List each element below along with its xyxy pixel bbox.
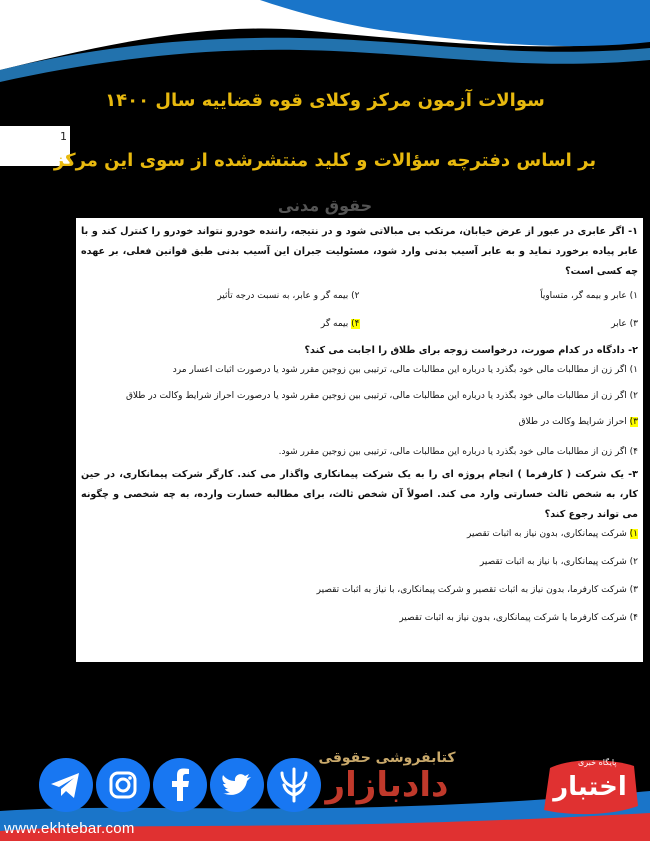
option-2-1: ۱) اگر زن از مطالبات مالی خود بگذرد یا درباره این مطالبات مالی، ترتیبی بین زوجین مقرر شود یا درصورت اثبات اعسار مرد [172, 365, 638, 375]
brand-subtitle: کتابفروشی حقوقی [318, 750, 456, 766]
option-1-3: ۳) عابر [611, 319, 638, 329]
answer-highlight: ۳) [629, 417, 638, 427]
section-title: حقوق مدنی [277, 196, 373, 215]
header-decoration [0, 0, 650, 90]
option-3-1: ۱) شرکت پیمانکاری، بدون نیاز به اثبات تقصیر [466, 529, 638, 539]
option-2-2: ۲) اگر زن از مطالبات مالی خود بگذرد یا درباره این مطالبات مالی، ترتیبی بین زوجین مقرر شود یا درصورت احراز شرایط وکالت در طلاق [125, 391, 638, 401]
option-1-1: ۱) عابر و بیمه گر، متساویاً [540, 291, 638, 301]
option-2-3: ۳) احراز شرایط وکالت در طلاق [518, 417, 638, 427]
option-3-2: ۲) شرکت پیمانکاری، با نیاز به اثبات تقصیر [479, 557, 638, 567]
question-2: ۲- دادگاه در کدام صورت، درخواست زوجه برای طلاق را اجابت می کند؟ [304, 345, 638, 356]
page-subtitle: بر اساس دفترچه سؤالات و کلید منتشرشده از سوی این مرکز [53, 150, 597, 171]
brand-dadbazar[interactable] [312, 750, 462, 804]
telegram-icon[interactable] [38, 757, 94, 813]
facebook-icon[interactable] [152, 757, 208, 813]
twitter-icon[interactable] [209, 757, 265, 813]
questions-panel [76, 218, 643, 662]
brand-name: دادبازار [325, 765, 449, 805]
answer-highlight: ۴) [351, 319, 360, 329]
instagram-icon[interactable] [95, 757, 151, 813]
option-3-3: ۳) شرکت کارفرما، بدون نیاز به اثبات تقصیر و شرکت پیمانکاری، با نیاز به اثبات تقصیر [316, 585, 638, 595]
option-1-2: ۲) بیمه گر و عابر، به نسبت درجه تأثیر [217, 291, 360, 301]
option-1-4: ۴) بیمه گر [320, 319, 360, 329]
answer-highlight: ۱) [629, 529, 638, 539]
option-2-4: ۴) اگر زن از مطالبات مالی خود بگذرد یا درباره این مطالبات مالی، ترتیبی بین زوجین مقرر شود. [278, 447, 638, 457]
question-1: ۱- اگر عابری در عبور از عرض خیابان، مرتکب بی مبالاتی شود و در نتیجه، راننده خودرو نتواند خودرو را کنترل کند و با عابر پیاده برخورد نماید و به عابر آسیب بدنی وارد شود، مسئولیت جبران این آسیب بدنی طبق قوانین فعلی، بر عهده چه کسی است؟ [81, 226, 638, 277]
website-url[interactable]: www.ekhtebar.com [4, 820, 135, 837]
option-3-4: ۴) شرکت کارفرما یا شرکت پیمانکاری، بدون نیاز به اثبات تقصیر [399, 613, 638, 623]
logo-subtitle: پایگاه خبری [578, 758, 617, 767]
question-1-options-row-1 [81, 289, 638, 303]
question-3: ۳- یک شرکت ( کارفرما ) انجام پروژه ای را به یک شرکت پیمانکاری واگذار می کند. کارگر شرکت پیمانکاری، در حین کار، به شخص ثالث خسارتی وارد می کند. اصولاً آن شخص ثالث، برای مطالبه خسارت وارده، به چه شخصی و چگونه می تواند رجوع کند؟ [81, 469, 638, 520]
page-number: 1 [60, 130, 67, 143]
page-title: سوالات آزمون مرکز وکلای قوه قضاییه سال ۱۴۰۰ [105, 90, 545, 111]
ekhtebar-logo[interactable] [540, 756, 640, 818]
logo-name: اختبار [553, 772, 627, 802]
question-1-options-row-2 [81, 317, 638, 331]
